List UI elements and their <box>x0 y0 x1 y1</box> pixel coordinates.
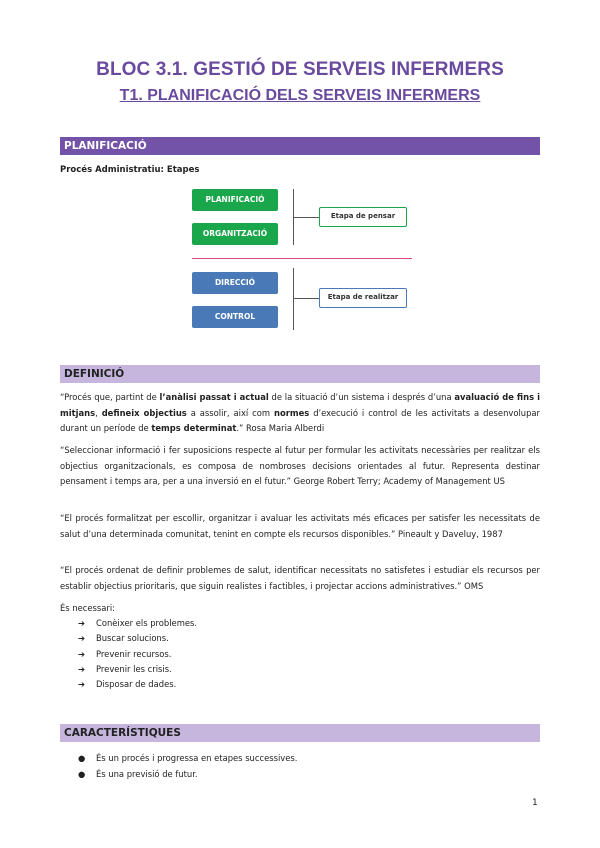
definition-pineault: “El procés formalitzat per escollir, organitzar i avaluar les activitats més eficaces per satisfer les necessitats de salut d’una determinada comunitat, tenint en compte els recursos disponibles.” Pineault y Daveluy, 1987 <box>60 513 540 539</box>
stage-box-direccio: DIRECCIÓ <box>192 272 278 294</box>
arrow-icon: ➔ <box>78 618 86 628</box>
section-heading-planificacio: PLANIFICACIÓ <box>60 137 540 155</box>
section-heading-definicio: DEFINICIÓ <box>60 365 540 383</box>
list-item: ● És una previsió de futur. <box>78 767 297 783</box>
bullet-icon: ● <box>78 753 86 763</box>
stage-box-planificacio: PLANIFICACIÓ <box>192 189 278 211</box>
connector-thinking <box>293 217 319 218</box>
diagram-caption: Procés Administratiu: Etapes <box>60 165 200 175</box>
definition-terry: “Seleccionar informació i fer suposicions respecte al futur per formular les activitats necessàries per realitzar els objectius organitzacionals, es composa de nombroses decisions orientades al futur. Representa destinar pensament i temps ara, per a una inversió en el futur.” George Robert Terry; Academy of Management US <box>60 445 540 486</box>
bracket-line-doing <box>293 268 294 330</box>
list-item: ➔ Prevenir les crisis. <box>78 662 197 677</box>
bullet-icon: ● <box>78 768 86 779</box>
stage-box-control: CONTROL <box>192 306 278 328</box>
definition-oms: “El procés ordenat de definir problemes de salut, identificar necessitats no satisfetes i estudiar els recursos per establir objectius prioritaris, que siguin realistes i factibles, i projectar accions administratives.” OMS <box>60 565 540 591</box>
necessary-list <box>78 616 197 692</box>
stage-label-doing: Etapa de realitzar <box>319 288 407 308</box>
page-number: 1 <box>532 798 538 808</box>
stage-box-organitzacio: ORGANITZACIÓ <box>192 223 278 245</box>
document-title: BLOC 3.1. GESTIÓ DE SERVEIS INFERMERS <box>96 59 504 80</box>
list-item: ➔ Conèixer els problemes. <box>78 616 197 631</box>
stage-label-thinking: Etapa de pensar <box>319 207 407 227</box>
list-item: ➔ Buscar solucions. <box>78 631 197 646</box>
list-item: ➔ Prevenir recursos. <box>78 647 197 662</box>
connector-doing <box>293 298 319 299</box>
arrow-icon: ➔ <box>78 679 86 690</box>
arrow-icon: ➔ <box>78 633 86 644</box>
arrow-icon: ➔ <box>78 663 86 674</box>
definition-alberdi: “Procés que, partint de l’anàlisi passat i actual de la situació d’un sistema i després d’una avaluació de fins i mitjans, defineix objectius a assolir, així com normes d’execució i control de les activitats a desenvolupar durant un període de temps determinat.” Rosa Maria Alberdi <box>60 392 540 433</box>
characteristics-list <box>78 751 297 782</box>
necessary-label: És necessari: <box>60 603 115 613</box>
arrow-icon: ➔ <box>78 648 86 659</box>
section-heading-caracteristiques: CARACTERÍSTIQUES <box>60 724 540 742</box>
list-item: ➔ Disposar de dades. <box>78 677 197 692</box>
list-item: ● És un procés i progressa en etapes successives. <box>78 751 297 767</box>
document-subtitle: T1. PLANIFICACIÓ DELS SERVEIS INFERMERS <box>119 87 481 104</box>
diagram-divider <box>192 258 412 259</box>
